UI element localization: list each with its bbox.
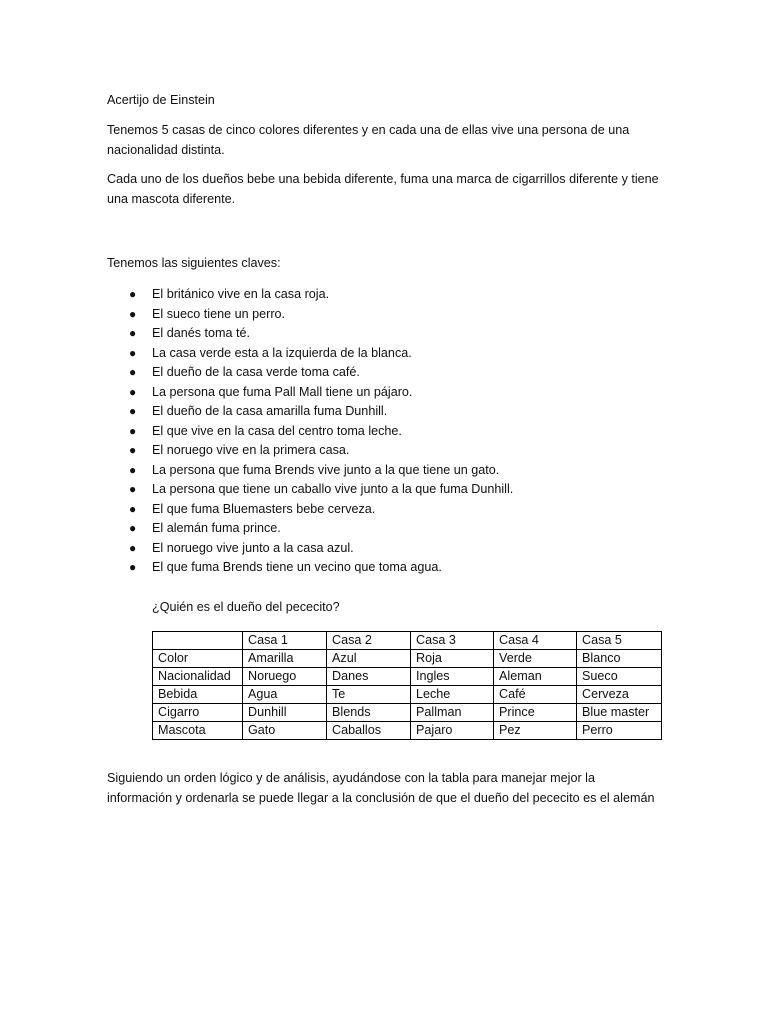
table-cell: Café	[494, 685, 577, 703]
table-cell: Cerveza	[577, 685, 662, 703]
conclusion-line-1: Siguiendo un orden lógico y de análisis, ayudándose con la tabla para manejar mejor la	[107, 770, 595, 785]
intro-line-1: Tenemos 5 casas de cinco colores diferentes y en cada una de ellas vive una persona de una	[107, 123, 630, 137]
owners-line-2: una mascota diferente.	[107, 192, 236, 206]
clue-text: El dueño de la casa amarilla fuma Dunhill.	[152, 404, 388, 418]
table-cell: Pez	[494, 721, 577, 739]
row-label-cell: Nacionalidad	[153, 667, 243, 685]
table-cell: Te	[327, 685, 411, 703]
row-label-cell: Bebida	[153, 685, 243, 703]
table-row	[153, 703, 662, 721]
bullet-icon: ●	[129, 326, 137, 340]
clue-item	[107, 363, 667, 383]
clue-text: El alemán fuma prince.	[152, 521, 281, 535]
table-header-row	[153, 631, 662, 649]
clue-item	[107, 305, 667, 325]
table-cell: Pallman	[411, 703, 494, 721]
intro-line-2: nacionalidad distinta.	[107, 143, 225, 157]
clue-text: El que fuma Brends tiene un vecino que toma agua.	[152, 560, 442, 574]
table-cell: Amarilla	[243, 649, 327, 667]
clue-text: La persona que fuma Pall Mall tiene un pájaro.	[152, 384, 413, 399]
conclusion-paragraph	[107, 768, 667, 808]
clue-item	[107, 519, 667, 539]
clue-text: El británico vive en la casa roja.	[152, 287, 330, 301]
clue-item	[107, 461, 667, 481]
bullet-icon: ●	[129, 443, 137, 457]
puzzle-question: ¿Quién es el dueño del pececito?	[152, 599, 340, 614]
row-label-cell: Cigarro	[153, 703, 243, 721]
table-header-cell: Casa 1	[243, 631, 327, 649]
bullet-icon: ●	[129, 306, 137, 321]
table-row	[153, 667, 662, 685]
clue-text: La persona que tiene un caballo vive junto a la que fuma Dunhill.	[152, 482, 514, 496]
conclusion-line-2: información y ordenarla se puede llegar a la conclusión de que el dueño del pececito es el alemán	[107, 790, 655, 805]
bullet-icon: ●	[129, 521, 137, 535]
table-cell: Roja	[411, 649, 494, 667]
table-cell: Agua	[243, 685, 327, 703]
clue-item	[107, 480, 667, 500]
clue-text: El sueco tiene un perro.	[152, 306, 286, 321]
document-page	[107, 90, 667, 808]
table-cell: Ingles	[411, 667, 494, 685]
table-cell: Noruego	[243, 667, 327, 685]
bullet-icon: ●	[129, 560, 137, 574]
clue-text: El que fuma Bluemasters bebe cerveza.	[152, 501, 376, 516]
bullet-icon: ●	[129, 365, 137, 379]
bullet-icon: ●	[129, 462, 137, 477]
row-label-cell: Mascota	[153, 721, 243, 739]
table-header-cell: Casa 3	[411, 631, 494, 649]
table-cell: Gato	[243, 721, 327, 739]
table-cell: Leche	[411, 685, 494, 703]
owners-line-1: Cada uno de los dueños bebe una bebida diferente, fuma una marca de cigarrillos diferente y tiene	[107, 172, 659, 186]
clue-item	[107, 441, 667, 461]
clue-text: El noruego vive en la primera casa.	[152, 443, 350, 457]
bullet-icon: ●	[129, 482, 137, 496]
clue-text: La casa verde esta a la izquierda de la blanca.	[152, 345, 412, 360]
table-row	[153, 721, 662, 739]
table-header-cell: Casa 5	[577, 631, 662, 649]
clue-item	[107, 344, 667, 364]
table-cell: Blue master	[577, 703, 662, 721]
table-row	[153, 649, 662, 667]
table-header-cell: Casa 2	[327, 631, 411, 649]
table-cell: Sueco	[577, 667, 662, 685]
table-cell: Danes	[327, 667, 411, 685]
clue-list	[107, 285, 667, 578]
document-title: Acertijo de Einstein	[107, 93, 215, 107]
clue-item	[107, 558, 667, 578]
clue-text: La persona que fuma Brends vive junto a la que tiene un gato.	[152, 462, 500, 477]
bullet-icon: ●	[129, 540, 137, 555]
table-cell: Dunhill	[243, 703, 327, 721]
table-cell: Blanco	[577, 649, 662, 667]
clue-item	[107, 539, 667, 559]
clue-item	[107, 422, 667, 442]
clue-item	[107, 402, 667, 422]
table-header-cell: Casa 4	[494, 631, 577, 649]
table-header-cell	[153, 631, 243, 649]
bullet-icon: ●	[129, 501, 137, 516]
clue-text: El que vive en la casa del centro toma leche.	[152, 423, 402, 438]
table-cell: Prince	[494, 703, 577, 721]
clue-item	[107, 500, 667, 520]
table-cell: Perro	[577, 721, 662, 739]
solution-table	[152, 631, 662, 740]
row-label-cell: Color	[153, 649, 243, 667]
table-cell: Azul	[327, 649, 411, 667]
table-cell: Blends	[327, 703, 411, 721]
owners-paragraph	[107, 169, 667, 209]
bullet-icon: ●	[129, 384, 137, 399]
bullet-icon: ●	[129, 423, 137, 438]
bullet-icon: ●	[129, 345, 137, 360]
clue-text: El noruego vive junto a la casa azul.	[152, 540, 354, 555]
clue-text: El danés toma té.	[152, 326, 251, 340]
table-cell: Pajaro	[411, 721, 494, 739]
table-cell: Aleman	[494, 667, 577, 685]
bullet-icon: ●	[129, 404, 137, 418]
table-cell: Verde	[494, 649, 577, 667]
clue-text: El dueño de la casa verde toma café.	[152, 365, 360, 379]
clues-intro: Tenemos las siguientes claves:	[107, 256, 281, 270]
clue-item	[107, 285, 667, 305]
clue-item	[107, 383, 667, 403]
table-cell: Caballos	[327, 721, 411, 739]
bullet-icon: ●	[129, 287, 137, 301]
intro-paragraph	[107, 120, 667, 160]
clue-item	[107, 324, 667, 344]
table-row	[153, 685, 662, 703]
